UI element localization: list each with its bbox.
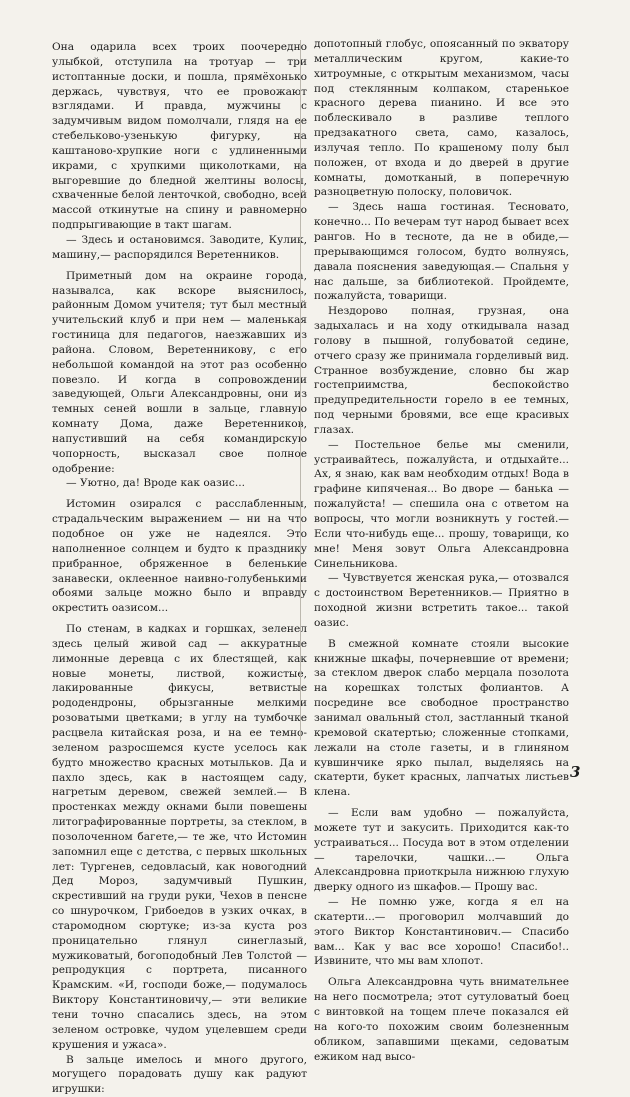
- paragraph: — Здесь и остановимся. Заводите, Кулик, машину,— распорядился Веретенников.: [52, 233, 307, 261]
- paragraph: Истомин озирался с расслабленным, страдальческим выражением — ни на что подобное он уже не надеялся. Это наполненное солнцем и будто к празднику прибранное, обряженное в беленькие занавески, оклеенное наивно-голубенькими обоями зальце можно было и вправду окрестить оазисом...: [52, 498, 307, 615]
- paragraph: По стенам, в кадках и горшках, зеленел здесь целый живой сад — аккуратные лимонные деревца с их блестящей, как новые монеты, листвой, кожистые, лакированные фикусы, ветвистые рододендроны, обрызганные мелкими розоватыми цветками; в углу на тумбочке расцвела китайская роза, и на ее темно-зеленом разросшемся кусте уселось как будто множество красных мотыльков. Да и пахло здесь, как в настоящем саду, нагретым деревом, свежей землей.— В простенках между окнами были повешены литографированные портреты, за стеклом, в позолоченном багете,— те же, что Истомин запомнил еще с детства, с первых школьных лет: Тургенев, седовласый, как новогодний Дед Мороз, задумчивый Пушкин, скрестивший на груди руки, Чехов в пенсне со шнурочком, Грибоедов в узких очках, в старомодном сюртуке; из-за куста роз проницательно глянул синеглазый, мужиковатый, богоподобный Лев Толстой — репродукция с портрета, писанного Крамским. «И, господи боже,— подумалось Виктору Константиновичу,— эти великие тени точно спасались здесь, на этом зеленом островке, чудом уцелевшем среди крушения и ужаса».: [52, 623, 307, 1051]
- left-column: [52, 40, 307, 1097]
- paragraph: допотопный глобус, опоясанный по экватору металлическим кругом, какие-то хитроумные, с открытым механизмом, часы под стеклянным колпаком, старенькое красного дерева пианино. И все это поблескивало в разливе теплого предзакатного света, само, казалось, излучая тепло. По крашеному полу был положен, от входа и до дверей в другие комнаты, домотканый, в поперечную разноцветную полоску, половичок.: [314, 38, 569, 199]
- paragraph: Она одарила всех троих поочередно улыбкой, отступила на тротуар — три истоптанные доски, и пошла, прямёхонько держась, чувствуя, что ее провожают взглядами. И правда, мужчины с задумчивым видом помолчали, глядя на ее стебельково-узенькую фигурку, на каштаново-хрупкие ноги с удлиненными икрами, с хрупкими щиколотками, на выгоревшие до бледной желтины волосы, схваченные белой ленточкой, свободно, всей массой откинутые на спину и равномерно подпрыгивающие в такт шагам.: [52, 41, 307, 232]
- paragraph: Приметный дом на окраине города, называлса, как вскоре выяснилось, районным Домом учителя; тут был местный учительский клуб и при нем — маленькая гостиница для педагогов, наезжавших из района. Словом, Веретенникову, с его небольшой командой на этот раз особенно повезло. И когда в сопровождении заведующей, Ольги Александровны, они из темных сеней вошли в зальце, главную комнату Дома, даже Веретенников, напустивший на себя командирскую чопорность, высказал свое полное одобрение:: [52, 269, 307, 475]
- paragraph: — Не помню уже, когда я ел на скатерти...— проговорил молчавший до этого Виктор Константинович.— Спасибо вам... Как у вас все хорошо! Спасибо!.. Извините, что мы вам хлопот.: [314, 896, 569, 968]
- page-number: 3: [570, 763, 581, 781]
- paragraph: — Чувствуется женская рука,— отозвался с достоинством Веретенников.— Приятно в походной жизни встретить такое... такой оазис.: [314, 572, 569, 629]
- paragraph: В зальце имелось и много другого, могущего порадовать душу как радуют игрушки:: [52, 1053, 307, 1096]
- paragraph: В смежной комнате стояли высокие книжные шкафы, почерневшие от времени; за стеклом дверок слабо мерцала позолота на корешках толстых фолиантов. А посредине все свободное пространство занимал овальный стол, застланный тканой кремовой скатертью; сложенные стопками, лежали на столе газеты, и в глиняном кувшинчике ярко пылал, выделяясь на скатерти, букет красных, лапчатых листьев клена.: [314, 637, 569, 799]
- paragraph: — Если вам удобно — пожалуйста, можете тут и закусить. Приходится как-то устраиваться... Посуда вот в этом отделении — тарелочки, чашки...— Ольга Александровна приоткрыла нижнюю глухую дверку одного из шкафов.— Прошу вас.: [314, 807, 569, 894]
- column-divider: [300, 40, 301, 740]
- right-column: [314, 37, 569, 1064]
- paragraph: — Постельное белье мы сменили, устраивайтесь, пожалуйста, и отдыхайте... Ах, я знаю, как вам необходим отдых! Вода в графине кипяченая... Во дворе — банька — пожалуйста! — спешила она с ответом на вопросы, что могли возникнуть у гостей.— Если что-нибудь еще... прошу, товарищи, ко мне! Меня зовут Ольга Александровна Синельникова.: [314, 438, 569, 570]
- paragraph: Нездорово полная, грузная, она задыхалась и на ходу откидывала назад голову в пышной, голубоватой седине, отчего сразу же принимала горделивый вид. Странное возбуждение, словно бы жар гостеприимства, беспокойство предупредительности горело в ее темных, под черными бровями, все еще красивых глазах.: [314, 305, 569, 436]
- paragraph: — Уютно, да! Вроде как оазис...: [66, 477, 245, 490]
- paragraph: Ольга Александровна чуть внимательнее на него посмотрела; этот сутуловатый боец с винтовкой на тощем плече показался ей на кого-то похожим своим болезненным обликом, запавшими щеками, седоватым ежиком над высо-: [314, 976, 569, 1063]
- paragraph: — Здесь наша гостиная. Тесновато, конечно... По вечерам тут народ бывает всех рангов. Но в тесноте, да не в обиде,— прерывающимся голосом, будто волнуясь, давала пояснения заведующая.— Спальня у нас дальше, за библиотекой. Пройдемте, пожалуйста, товарищи.: [314, 201, 569, 303]
